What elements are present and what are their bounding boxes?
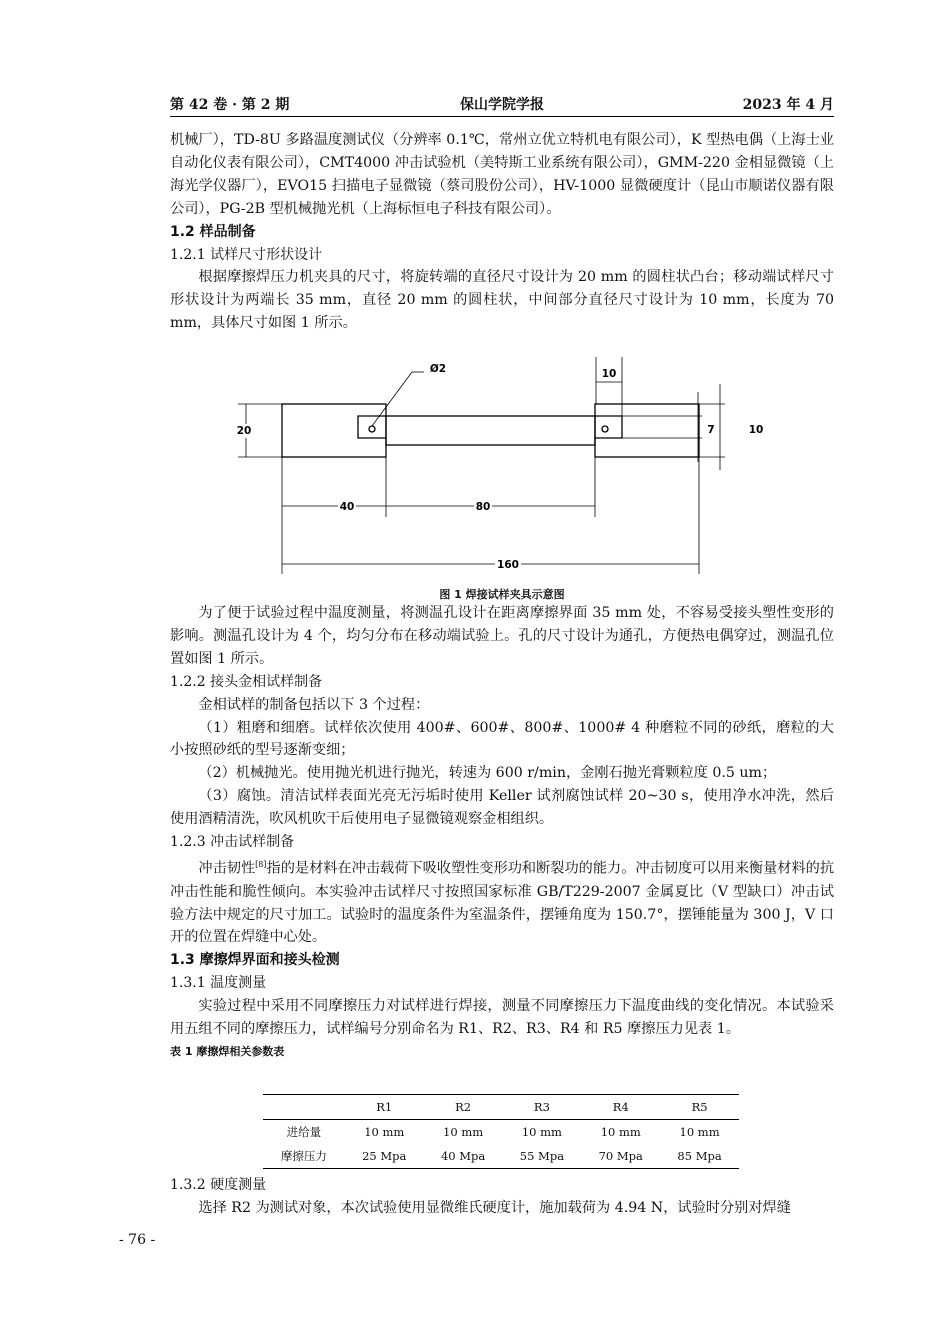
table-cell: 10 mm [679, 1125, 720, 1139]
middle-shaft [386, 416, 595, 445]
section-heading-1-2: 1.2 样品制备 [170, 223, 256, 240]
impact-text-b: 指的是材料在冲击载荷下吸收塑性变形功和断裂功的能力。冲击韧度可以用来衡量材料的抗冲击性能和脆性倾向。本实验冲击试样尺寸按照国家标准 GB/T229-2007 金属夏比（V 型缺口）冲击试验方法中规定的尺寸加工。试验时的温度条件为室温条件，摆锤角度为 150.7°，摆锤能量为 300 J，V 口开的位置在焊缝中心处。 [170, 860, 835, 946]
metallography-step-2: （2）机械抛光。使用抛光机进行抛光，转速为 600 r/min，金刚石抛光膏颗粒度 0.5 um； [198, 765, 777, 782]
table-row [263, 1144, 739, 1169]
table-cell: 10 mm [364, 1125, 405, 1139]
dim-80: 80 [475, 501, 491, 513]
paragraph-after-figure: 为了便于试验过程中温度测量，将测温孔设计在距离摩擦界面 35 mm 处，不容易受接头塑性变形的影响。测温孔设计为 4 个，均匀分布在移动端试验上。孔的尺寸设计为通孔，方便热电偶穿过，测温孔位置如图 1 所示。 [170, 605, 834, 667]
right-slot [595, 416, 622, 438]
table-header-cell: R5 [691, 1100, 708, 1114]
subsection-heading-1-2-1: 1.2.1 试样尺寸形状设计 [170, 246, 323, 263]
subsection-heading-1-2-3: 1.2.3 冲击试样制备 [170, 834, 295, 851]
page-number: - 76 - [119, 1232, 156, 1248]
paragraph-1-2-3 [170, 854, 834, 949]
table-cell: 85 Mpa [677, 1149, 722, 1163]
parameters-table [263, 1094, 739, 1169]
dim-right-10: 10 [748, 424, 764, 436]
dim-left-20: 20 [236, 425, 252, 437]
running-header [170, 94, 834, 117]
body-text-bottom [170, 1174, 834, 1220]
dim-top-10: 10 [601, 368, 617, 380]
thermo-hole-right [602, 426, 608, 432]
metallography-intro: 金相试样的制备包括以下 3 个过程： [198, 696, 430, 713]
citation-ref[interactable]: [8] [255, 859, 267, 869]
intro-paragraph: 机械厂），TD-8U 多路温度测试仪（分辨率 0.1℃，常州立优立特机电有限公司），K 型热电偶（上海士业自动化仪表有限公司），CMT4000 冲击试验机（美特斯工业系统有限公司），GMM-220 金相显微镜（上海光学仪器厂），EVO15 扫描电子显微镜（蔡司股份公司），HV-1000 显微硬度计（昆山市顺诺仪器有限公司），PG-2B 型机械抛光机（上海标恒电子科技有限公司）。 [170, 132, 834, 217]
specimen-drawing [230, 352, 790, 584]
right-cylinder [595, 404, 699, 457]
body-text-middle [170, 602, 834, 1064]
metallography-step-3: （3）腐蚀。清洁试样表面光亮无污垢时使用 Keller 试剂腐蚀试样 20~30 s，使用净水冲洗，然后使用酒精清洗，吹风机吹干后使用电子显微镜观察金相组织。 [170, 788, 834, 828]
paragraph-1-3-2: 选择 R2 为测试对象，本次试验使用显微维氏硬度计，施加载荷为 4.94 N，试验时分别对焊缝 [198, 1199, 791, 1216]
subsection-heading-1-2-2: 1.2.2 接头金相试样制备 [170, 673, 323, 690]
paragraph-1-2-1: 根据摩擦焊压力机夹具的尺寸，将旋转端的直径尺寸设计为 20 mm 的圆柱状凸台；移动端试样尺寸形状设计为两端长 35 mm，直径 20 mm 的圆柱状，中间部分直径尺寸设计为 10 mm，长度为 70 mm，具体尺寸如图 1 所示。 [170, 269, 834, 332]
table-header-cell [263, 1095, 345, 1120]
table-cell: 进给量 [286, 1125, 322, 1139]
table-cell: 10 mm [600, 1125, 641, 1139]
table-cell: 10 mm [521, 1125, 562, 1139]
table-cell: 摩擦压力 [280, 1149, 327, 1163]
table-header-cell: R1 [376, 1100, 393, 1114]
table-header-cell: R2 [455, 1100, 472, 1114]
journal-title: 保山学院学报 [460, 97, 544, 113]
table-1-caption: 表 1 摩擦焊相关参数表 [170, 1044, 285, 1058]
thermo-hole-left [369, 426, 375, 432]
table-header-row [263, 1095, 739, 1120]
left-cylinder [282, 404, 386, 457]
table-cell: 70 Mpa [598, 1149, 643, 1163]
figure-1-caption: 图 1 焊接试样夹具示意图 [439, 588, 565, 601]
paragraph-1-3-1: 实验过程中采用不同摩擦压力对试样进行焊接，测量不同摩擦压力下温度曲线的变化情况。本试验采用五组不同的摩擦压力，试样编号分别命名为 R1、R2、R3、R4 和 R5 摩擦压力见表 1。 [170, 998, 834, 1038]
section-heading-1-3: 1.3 摩擦焊界面和接头检测 [170, 952, 340, 969]
dim-40: 40 [339, 501, 355, 513]
metallography-step-1: （1）粗磨和细磨。试样依次使用 400#、600#、800#、1000# 4 种磨粒不同的砂纸，磨粒的大小按照砂纸的型号逐渐变细； [170, 719, 834, 759]
table-header-cell: R3 [533, 1100, 550, 1114]
table-cell: 55 Mpa [519, 1149, 565, 1163]
table-row [263, 1120, 739, 1145]
journal-date: 2023 年 4 月 [742, 97, 834, 113]
dim-160: 160 [497, 559, 519, 571]
left-slot [358, 416, 386, 438]
journal-volume: 第 42 卷 · 第 2 期 [170, 97, 290, 113]
subsection-heading-1-3-1: 1.3.1 温度测量 [170, 975, 267, 992]
impact-text-a: 冲击韧性 [198, 860, 256, 877]
body-text-top [170, 129, 834, 335]
table-cell: 40 Mpa [440, 1149, 486, 1163]
table-header-cell: R4 [612, 1100, 629, 1114]
table-cell: 10 mm [443, 1125, 484, 1139]
table-cell: 25 Mpa [362, 1149, 407, 1163]
phi-label: Ø2 [429, 363, 447, 375]
dim-right-7: 7 [707, 424, 715, 436]
subsection-heading-1-3-2: 1.3.2 硬度测量 [170, 1177, 267, 1193]
